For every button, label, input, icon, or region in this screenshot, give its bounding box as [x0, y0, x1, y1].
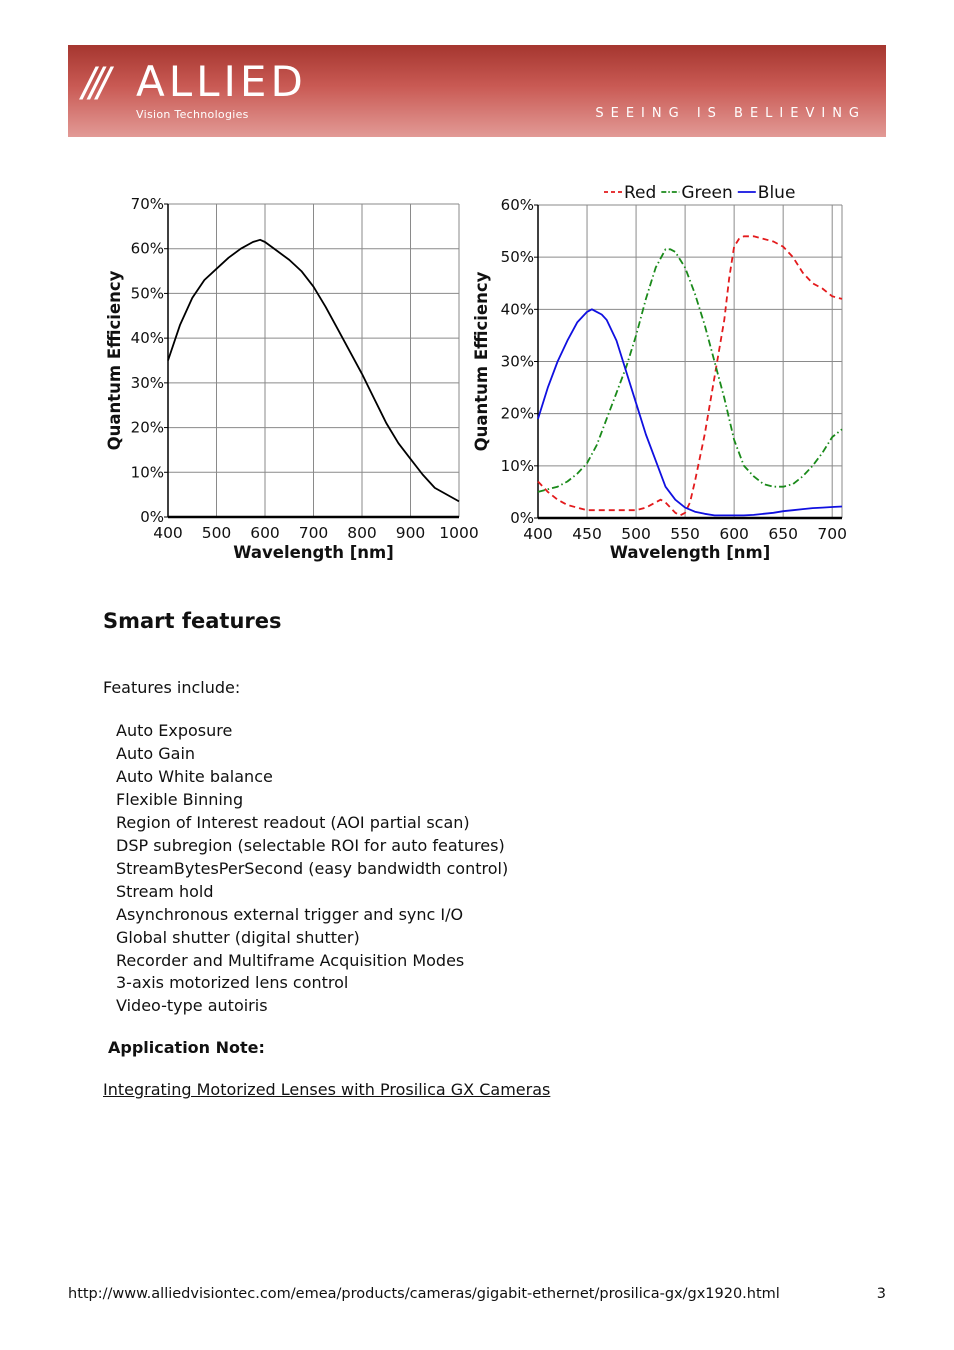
chart-legend [604, 183, 795, 203]
x-tick-label: 650 [768, 525, 798, 543]
logo-subtitle: Vision Technologies [136, 108, 249, 121]
y-axis-label: Quantum Efficiency [105, 270, 124, 451]
feature-item: DSP subregion (selectable ROI for auto features) [116, 835, 505, 855]
application-note-label: Application Note: [108, 1038, 265, 1057]
section-title: Smart features [103, 609, 282, 633]
feature-item: Auto Gain [116, 743, 196, 763]
y-tick-label: 30% [130, 373, 164, 392]
x-tick-label: 900 [395, 524, 426, 542]
features-intro: Features include: [103, 678, 241, 697]
logo-wordmark: ALLIED [136, 57, 307, 106]
x-axis-label: Wavelength [nm] [233, 543, 394, 562]
feature-item: Stream hold [116, 881, 214, 901]
y-tick-label: 30% [500, 352, 534, 371]
legend-label: Red [624, 183, 657, 203]
feature-item: Recorder and Multiframe Acquisition Modes [116, 950, 465, 970]
feature-item: Global shutter (digital shutter) [116, 927, 360, 947]
x-tick-label: 400 [153, 524, 183, 542]
x-tick-label: 700 [817, 525, 847, 543]
legend-label: Green [681, 183, 733, 203]
y-tick-label: 50% [500, 248, 534, 267]
logo-slashes: /// [82, 60, 105, 106]
y-tick-label: 60% [500, 196, 534, 214]
footer-url: http://www.alliedvisiontec.com/emea/products/cameras/gigabit-ethernet/prosilica-gx/gx1920.html [68, 1286, 780, 1302]
y-tick-label: 60% [130, 239, 164, 258]
x-tick-label: 500 [201, 524, 232, 542]
feature-item: Flexible Binning [116, 789, 244, 809]
x-tick-label: 1000 [439, 524, 479, 542]
feature-item: Asynchronous external trigger and sync I/O [116, 904, 464, 924]
x-tick-label: 600 [719, 525, 749, 543]
tagline: SEEING IS BELIEVING [595, 106, 866, 121]
quantum-efficiency-charts [0, 0, 954, 600]
feature-list [116, 720, 508, 1018]
feature-item: Region of Interest readout (AOI partial scan) [116, 812, 470, 832]
page-number: 3 [876, 1286, 886, 1302]
feature-item: Video-type autoiris [116, 996, 268, 1016]
y-tick-label: 10% [130, 463, 164, 482]
y-tick-label: 70% [130, 195, 164, 213]
y-tick-label: 50% [130, 284, 164, 303]
y-tick-label: 20% [500, 404, 534, 423]
application-note-link[interactable]: Integrating Motorized Lenses with Prosilica GX Cameras [103, 1080, 551, 1099]
y-tick-label: 0% [140, 508, 164, 526]
x-axis-label: Wavelength [nm] [609, 543, 771, 562]
x-tick-label: 450 [572, 525, 602, 543]
feature-item: 3-axis motorized lens control [116, 973, 349, 993]
y-tick-label: 10% [500, 456, 534, 475]
x-tick-label: 400 [523, 525, 553, 543]
y-axis-label: Quantum Efficiency [472, 271, 491, 452]
qe-chart-1 [105, 195, 479, 562]
series-line-blue [538, 309, 842, 515]
x-tick-label: 500 [621, 525, 651, 543]
x-tick-label: 700 [298, 524, 329, 542]
x-tick-label: 800 [347, 524, 377, 542]
x-tick-label: 600 [250, 524, 280, 542]
y-tick-label: 40% [130, 329, 164, 348]
feature-item: StreamBytesPerSecond (easy bandwidth control) [116, 858, 509, 878]
series-line-green [538, 249, 842, 492]
y-tick-label: 20% [130, 418, 164, 437]
feature-item: Auto Exposure [116, 721, 233, 740]
x-tick-label: 550 [670, 525, 700, 543]
qe-chart-2 [472, 183, 847, 562]
feature-item: Auto White balance [116, 766, 273, 786]
legend-label: Blue [757, 183, 796, 203]
y-tick-label: 40% [500, 300, 534, 319]
y-tick-label: 0% [510, 509, 534, 527]
series-line-red [538, 236, 842, 515]
